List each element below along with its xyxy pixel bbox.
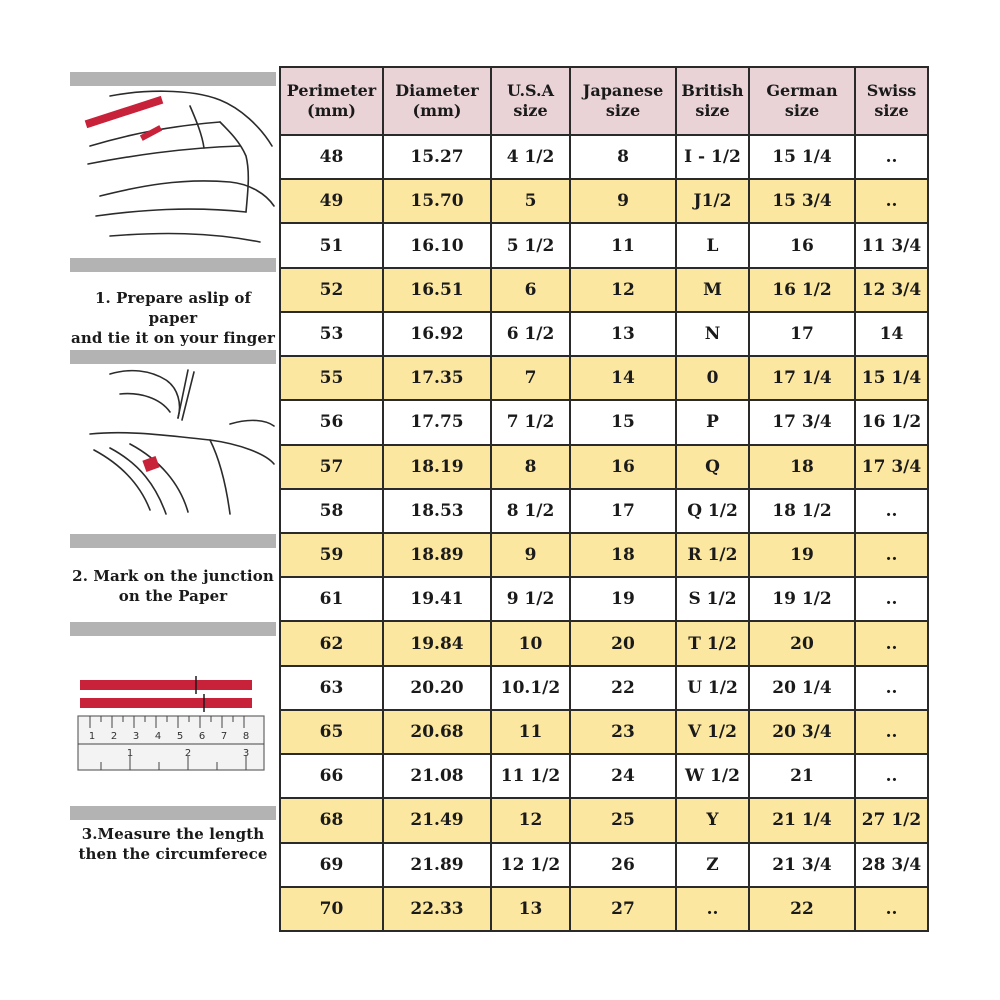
cell-usa-size: 9 — [491, 533, 570, 577]
cell-japanese-size: 27 — [570, 887, 676, 931]
cell-perimeter: 68 — [280, 798, 383, 842]
cell-perimeter: 55 — [280, 356, 383, 400]
cell-perimeter: 51 — [280, 223, 383, 267]
ruler-tick-label: 4 — [154, 731, 162, 742]
cell-japanese-size: 19 — [570, 577, 676, 621]
panel-bottom-bar — [70, 806, 276, 820]
ruler-tick-label: 6 — [198, 731, 206, 742]
cell-diameter: 18.19 — [383, 445, 491, 489]
table-row — [280, 400, 928, 444]
cell-german-size: 17 3/4 — [749, 400, 855, 444]
cell-german-size: 20 — [749, 621, 855, 665]
cell-diameter: 16.92 — [383, 312, 491, 356]
step1-illustration — [70, 72, 276, 272]
cell-perimeter: 61 — [280, 577, 383, 621]
cell-british-size: Z — [676, 843, 749, 887]
cell-german-size: 22 — [749, 887, 855, 931]
cell-perimeter: 58 — [280, 489, 383, 533]
cell-swiss-size: .. — [855, 710, 928, 754]
header-japanese-size: Japanese size — [570, 67, 676, 135]
cell-diameter: 21.89 — [383, 843, 491, 887]
step2-illustration — [70, 350, 276, 548]
cell-usa-size: 10.1/2 — [491, 666, 570, 710]
ruler-tick-label: 2 — [110, 731, 118, 742]
cell-japanese-size: 8 — [570, 135, 676, 179]
ruler-tick-label: 3 — [242, 748, 250, 759]
table-row — [280, 445, 928, 489]
cell-british-size: R 1/2 — [676, 533, 749, 577]
panel-top-bar — [70, 350, 276, 364]
cell-usa-size: 4 1/2 — [491, 135, 570, 179]
cell-perimeter: 48 — [280, 135, 383, 179]
cell-swiss-size: 16 1/2 — [855, 400, 928, 444]
cell-german-size: 19 1/2 — [749, 577, 855, 621]
cell-diameter: 17.75 — [383, 400, 491, 444]
cell-german-size: 21 3/4 — [749, 843, 855, 887]
cell-usa-size: 9 1/2 — [491, 577, 570, 621]
cell-usa-size: 10 — [491, 621, 570, 665]
cell-japanese-size: 20 — [570, 621, 676, 665]
table-row — [280, 887, 928, 931]
cell-diameter: 15.70 — [383, 179, 491, 223]
table-row — [280, 223, 928, 267]
header-german-size: German size — [749, 67, 855, 135]
cell-british-size: J1/2 — [676, 179, 749, 223]
ruler-tick-label: 3 — [132, 731, 140, 742]
cell-british-size: I - 1/2 — [676, 135, 749, 179]
panel-top-bar — [70, 622, 276, 636]
cell-usa-size: 12 1/2 — [491, 843, 570, 887]
cell-swiss-size: 17 3/4 — [855, 445, 928, 489]
cell-perimeter: 49 — [280, 179, 383, 223]
header-diameter: Diameter (mm) — [383, 67, 491, 135]
cell-british-size: T 1/2 — [676, 621, 749, 665]
cell-british-size: M — [676, 268, 749, 312]
cell-perimeter: 53 — [280, 312, 383, 356]
cell-german-size: 21 1/4 — [749, 798, 855, 842]
cell-perimeter: 69 — [280, 843, 383, 887]
cell-japanese-size: 9 — [570, 179, 676, 223]
cell-japanese-size: 13 — [570, 312, 676, 356]
cell-diameter: 19.41 — [383, 577, 491, 621]
cell-usa-size: 13 — [491, 887, 570, 931]
cell-usa-size: 7 1/2 — [491, 400, 570, 444]
cell-japanese-size: 22 — [570, 666, 676, 710]
cell-swiss-size: 12 3/4 — [855, 268, 928, 312]
cell-swiss-size: .. — [855, 754, 928, 798]
table-row — [280, 179, 928, 223]
cell-usa-size: 8 — [491, 445, 570, 489]
cell-diameter: 19.84 — [383, 621, 491, 665]
paper-mark-icon — [142, 456, 159, 472]
cell-german-size: 19 — [749, 533, 855, 577]
cell-british-size: P — [676, 400, 749, 444]
cell-british-size: Y — [676, 798, 749, 842]
cell-perimeter: 57 — [280, 445, 383, 489]
header-usa-size: U.S.A size — [491, 67, 570, 135]
table-body — [280, 135, 928, 931]
cell-german-size: 20 3/4 — [749, 710, 855, 754]
cell-swiss-size: 14 — [855, 312, 928, 356]
table-row — [280, 135, 928, 179]
cell-diameter: 16.10 — [383, 223, 491, 267]
cell-british-size: 0 — [676, 356, 749, 400]
cell-japanese-size: 18 — [570, 533, 676, 577]
cell-diameter: 18.53 — [383, 489, 491, 533]
table-row — [280, 268, 928, 312]
step3-caption-line1: 3.Measure the length — [81, 825, 265, 843]
panel-bottom-bar — [70, 258, 276, 272]
cell-british-size: Q — [676, 445, 749, 489]
cell-german-size: 21 — [749, 754, 855, 798]
ruler-measurement-icon — [70, 636, 276, 806]
cell-british-size: U 1/2 — [676, 666, 749, 710]
paper-strip-icon — [80, 676, 252, 712]
cell-german-size: 15 1/4 — [749, 135, 855, 179]
cell-diameter: 20.20 — [383, 666, 491, 710]
cell-diameter: 20.68 — [383, 710, 491, 754]
step1-caption-line2: and tie it on your finger — [71, 329, 275, 347]
cell-diameter: 22.33 — [383, 887, 491, 931]
cell-perimeter: 52 — [280, 268, 383, 312]
ruler-icon — [78, 716, 264, 770]
panel-bottom-bar — [70, 534, 276, 548]
cell-swiss-size: 11 3/4 — [855, 223, 928, 267]
paper-strip-icon — [85, 96, 164, 141]
cell-japanese-size: 14 — [570, 356, 676, 400]
cell-perimeter: 63 — [280, 666, 383, 710]
step2-caption-line1: 2. Mark on the junction — [72, 567, 274, 585]
cell-usa-size: 5 1/2 — [491, 223, 570, 267]
cell-japanese-size: 16 — [570, 445, 676, 489]
table-row — [280, 754, 928, 798]
table-header — [280, 67, 928, 135]
step1-caption-line1: 1. Prepare aslip of paper — [94, 289, 252, 327]
cell-diameter: 21.08 — [383, 754, 491, 798]
cell-diameter: 18.89 — [383, 533, 491, 577]
cell-swiss-size: .. — [855, 666, 928, 710]
cell-perimeter: 56 — [280, 400, 383, 444]
cell-german-size: 17 1/4 — [749, 356, 855, 400]
table-row — [280, 489, 928, 533]
cell-german-size: 18 1/2 — [749, 489, 855, 533]
cell-perimeter: 62 — [280, 621, 383, 665]
cell-swiss-size: 28 3/4 — [855, 843, 928, 887]
cell-usa-size: 11 — [491, 710, 570, 754]
header-swiss-size: Swiss size — [855, 67, 928, 135]
cell-japanese-size: 17 — [570, 489, 676, 533]
cell-usa-size: 6 — [491, 268, 570, 312]
cell-usa-size: 6 1/2 — [491, 312, 570, 356]
cell-british-size: W 1/2 — [676, 754, 749, 798]
cell-diameter: 17.35 — [383, 356, 491, 400]
ruler-tick-label: 7 — [220, 731, 228, 742]
table-row — [280, 666, 928, 710]
cell-german-size: 18 — [749, 445, 855, 489]
cell-japanese-size: 15 — [570, 400, 676, 444]
table-row — [280, 577, 928, 621]
cell-japanese-size: 12 — [570, 268, 676, 312]
cell-japanese-size: 25 — [570, 798, 676, 842]
cell-perimeter: 66 — [280, 754, 383, 798]
cell-british-size: .. — [676, 887, 749, 931]
cell-british-size: Q 1/2 — [676, 489, 749, 533]
table-row — [280, 312, 928, 356]
header-perimeter: Perimeter (mm) — [280, 67, 383, 135]
cell-usa-size: 11 1/2 — [491, 754, 570, 798]
table-row — [280, 356, 928, 400]
step3-caption — [70, 824, 276, 864]
step2-caption — [70, 566, 276, 606]
cell-japanese-size: 26 — [570, 843, 676, 887]
cell-swiss-size: .. — [855, 887, 928, 931]
hand-with-paper-strip-icon — [70, 86, 276, 258]
cell-swiss-size: 15 1/4 — [855, 356, 928, 400]
table-row — [280, 621, 928, 665]
step3-caption-line2: then the circumferece — [78, 845, 268, 863]
cell-swiss-size: .. — [855, 621, 928, 665]
cell-swiss-size: .. — [855, 489, 928, 533]
cell-swiss-size: .. — [855, 533, 928, 577]
cell-swiss-size: .. — [855, 577, 928, 621]
cell-perimeter: 70 — [280, 887, 383, 931]
cell-swiss-size: 27 1/2 — [855, 798, 928, 842]
cell-japanese-size: 23 — [570, 710, 676, 754]
cell-german-size: 16 1/2 — [749, 268, 855, 312]
cell-perimeter: 59 — [280, 533, 383, 577]
cell-swiss-size: .. — [855, 135, 928, 179]
panel-top-bar — [70, 72, 276, 86]
header-row — [280, 67, 928, 135]
ruler-tick-label: 5 — [176, 731, 184, 742]
ruler-tick-label: 1 — [88, 731, 96, 742]
cell-british-size: V 1/2 — [676, 710, 749, 754]
table-row — [280, 798, 928, 842]
cell-swiss-size: .. — [855, 179, 928, 223]
ring-size-table — [279, 66, 929, 932]
cell-perimeter: 65 — [280, 710, 383, 754]
step3-illustration — [70, 622, 276, 820]
cell-usa-size: 12 — [491, 798, 570, 842]
cell-usa-size: 7 — [491, 356, 570, 400]
cell-german-size: 15 3/4 — [749, 179, 855, 223]
table-row — [280, 533, 928, 577]
cell-diameter: 15.27 — [383, 135, 491, 179]
cell-british-size: S 1/2 — [676, 577, 749, 621]
header-british-size: British size — [676, 67, 749, 135]
ruler-tick-label: 2 — [184, 748, 192, 759]
step2-caption-line2: on the Paper — [118, 587, 228, 605]
hand-marking-paper-icon — [70, 364, 276, 534]
cell-japanese-size: 11 — [570, 223, 676, 267]
cell-japanese-size: 24 — [570, 754, 676, 798]
cell-diameter: 21.49 — [383, 798, 491, 842]
ruler-tick-label: 1 — [126, 748, 134, 759]
cell-diameter: 16.51 — [383, 268, 491, 312]
cell-british-size: L — [676, 223, 749, 267]
table-row — [280, 843, 928, 887]
cell-german-size: 16 — [749, 223, 855, 267]
cell-usa-size: 8 1/2 — [491, 489, 570, 533]
table-row — [280, 710, 928, 754]
step1-caption — [70, 288, 276, 348]
cell-german-size: 17 — [749, 312, 855, 356]
cell-usa-size: 5 — [491, 179, 570, 223]
cell-german-size: 20 1/4 — [749, 666, 855, 710]
ruler-tick-label: 8 — [242, 731, 250, 742]
cell-british-size: N — [676, 312, 749, 356]
